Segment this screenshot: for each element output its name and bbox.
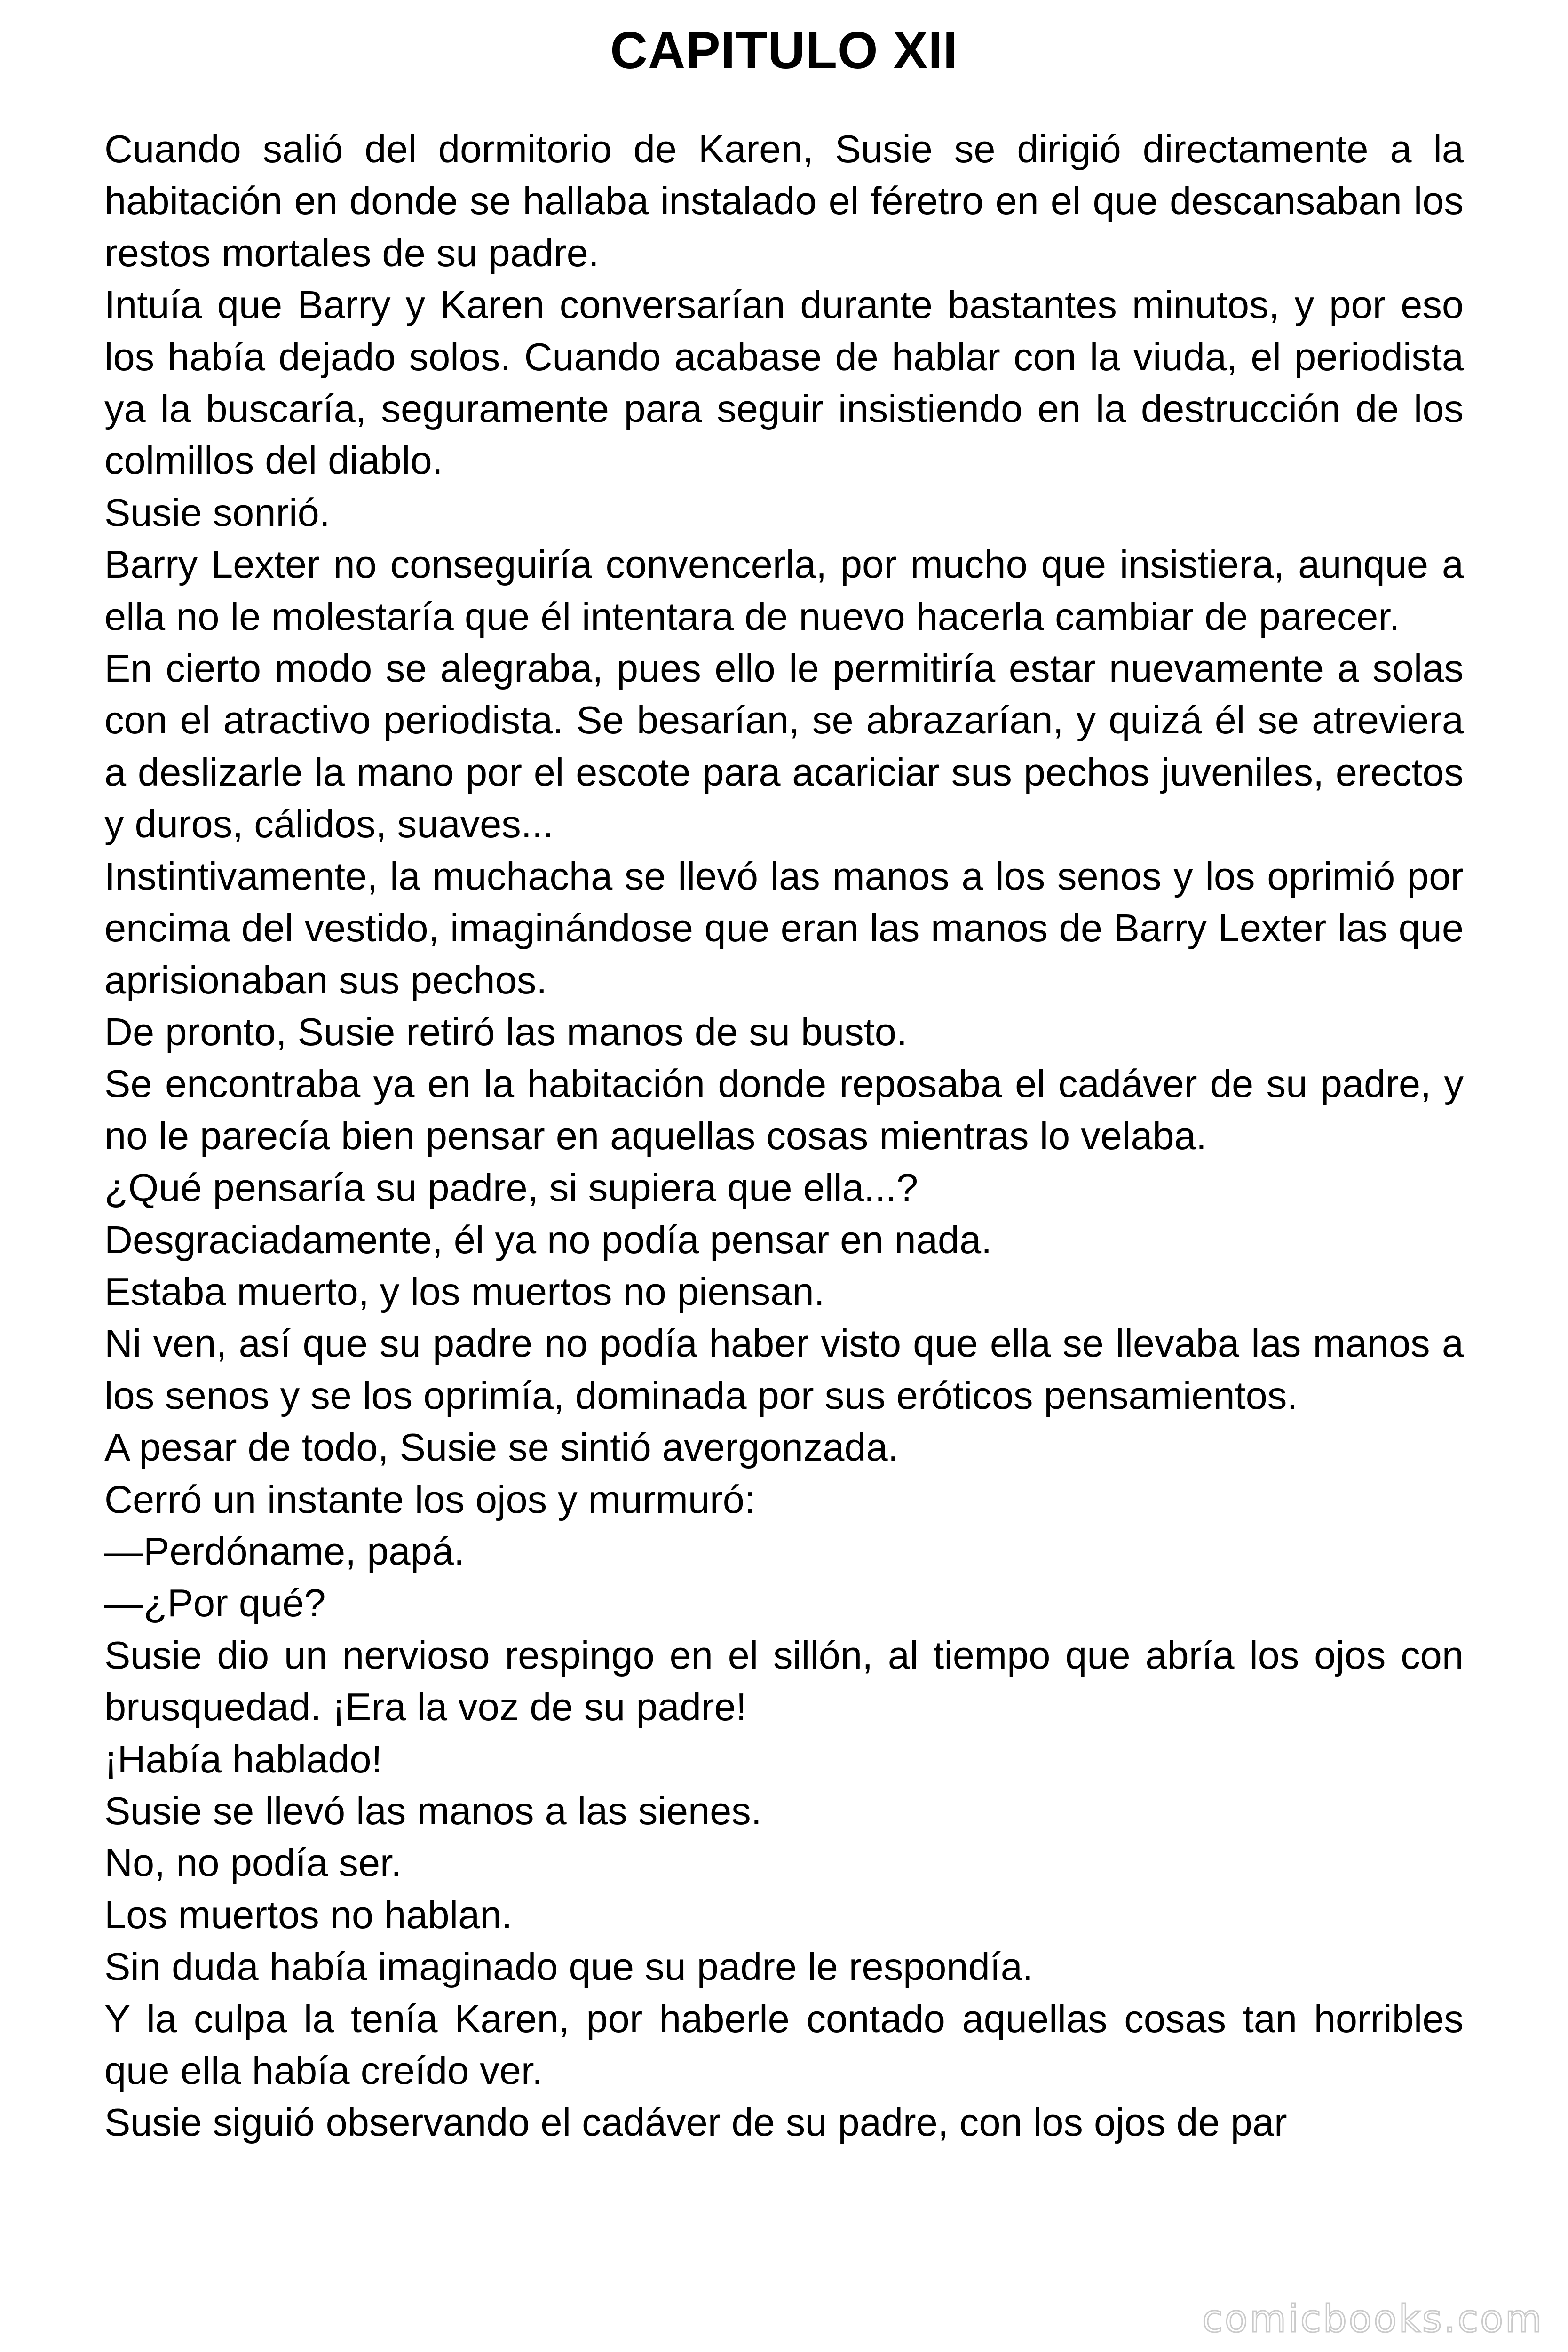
paragraph: De pronto, Susie retiró las manos de su busto.	[104, 1009, 908, 1054]
paragraph: Susie sonrió.	[104, 490, 330, 534]
paragraph: Sin duda había imaginado que su padre le respondía.	[104, 1945, 1034, 1989]
paragraph: Se encontraba ya en la habitación donde reposaba el cadáver de su padre, y no le parecía bien pensar en aquellas cosas mientras lo velaba.	[104, 1062, 1464, 1158]
paragraph: ¿Qué pensaría su padre, si supiera que ella...?	[104, 1166, 919, 1210]
paragraph: ¡Había hablado!	[104, 1737, 382, 1781]
paragraph: A pesar de todo, Susie se sintió avergonzada.	[104, 1425, 899, 1470]
chapter-title: CAPITULO XII	[610, 22, 958, 79]
paragraph: Y la culpa la tenía Karen, por haberle contado aquellas cosas tan horribles que ella había creído ver.	[104, 1996, 1464, 2093]
paragraph: No, no podía ser.	[104, 1841, 402, 1885]
paragraph: Susie se llevó las manos a las sienes.	[104, 1789, 762, 1833]
paragraph: Los muertos no hablan.	[104, 1892, 513, 1937]
paragraph: Susie dio un nervioso respingo en el sillón, al tiempo que abría los ojos con brusquedad. ¡Era la voz de su padre!	[104, 1633, 1464, 1729]
paragraph-last: Susie siguió observando el cadáver de su padre, con los ojos de par	[104, 2100, 1287, 2145]
paragraph: Desgraciadamente, él ya no podía pensar en nada.	[104, 1217, 992, 1262]
body-text	[104, 123, 1464, 2149]
paragraph: Barry Lexter no conseguiría convencerla, por mucho que insistiera, aunque a ella no le molestaría que él intentara de nuevo hacerla cambiar de parecer.	[104, 542, 1464, 638]
paragraph: Cuando salió del dormitorio de Karen, Susie se dirigió directamente a la habitación en donde se hallaba instalado el féretro en el que descansaban los restos mortales de su padre.	[104, 127, 1464, 275]
paragraph: Instintivamente, la muchacha se llevó las manos a los senos y los oprimió por encima del vestido, imaginándose que eran las manos de Barry Lexter las que aprisionaban sus pechos.	[104, 854, 1464, 1002]
paragraph: —Perdóname, papá.	[104, 1529, 465, 1573]
watermark: comicbooks.com	[1202, 2297, 1544, 2341]
paragraph: Intuía que Barry y Karen conversarían durante bastantes minutos, y por eso los había dejado solos. Cuando acabase de hablar con la viuda, el periodista ya la buscaría, seguramente para seguir insistiendo en la destrucción de los colmillos del diablo.	[104, 283, 1464, 483]
paragraph: En cierto modo se alegraba, pues ello le permitiría estar nuevamente a solas con el atractivo periodista. Se besarían, se abrazarían, y quizá él se atreviera a deslizarle la mano por el escote para acariciar sus pechos juveniles, erectos y duros, cálidos, suaves...	[104, 646, 1464, 846]
paragraph: Cerró un instante los ojos y murmuró:	[104, 1477, 755, 1521]
paragraph: Estaba muerto, y los muertos no piensan.	[104, 1269, 825, 1313]
paragraph: —¿Por qué?	[104, 1581, 326, 1625]
paragraph: Ni ven, así que su padre no podía haber visto que ella se llevaba las manos a los senos y se los oprimía, dominada por sus eróticos pensamientos.	[104, 1321, 1464, 1417]
